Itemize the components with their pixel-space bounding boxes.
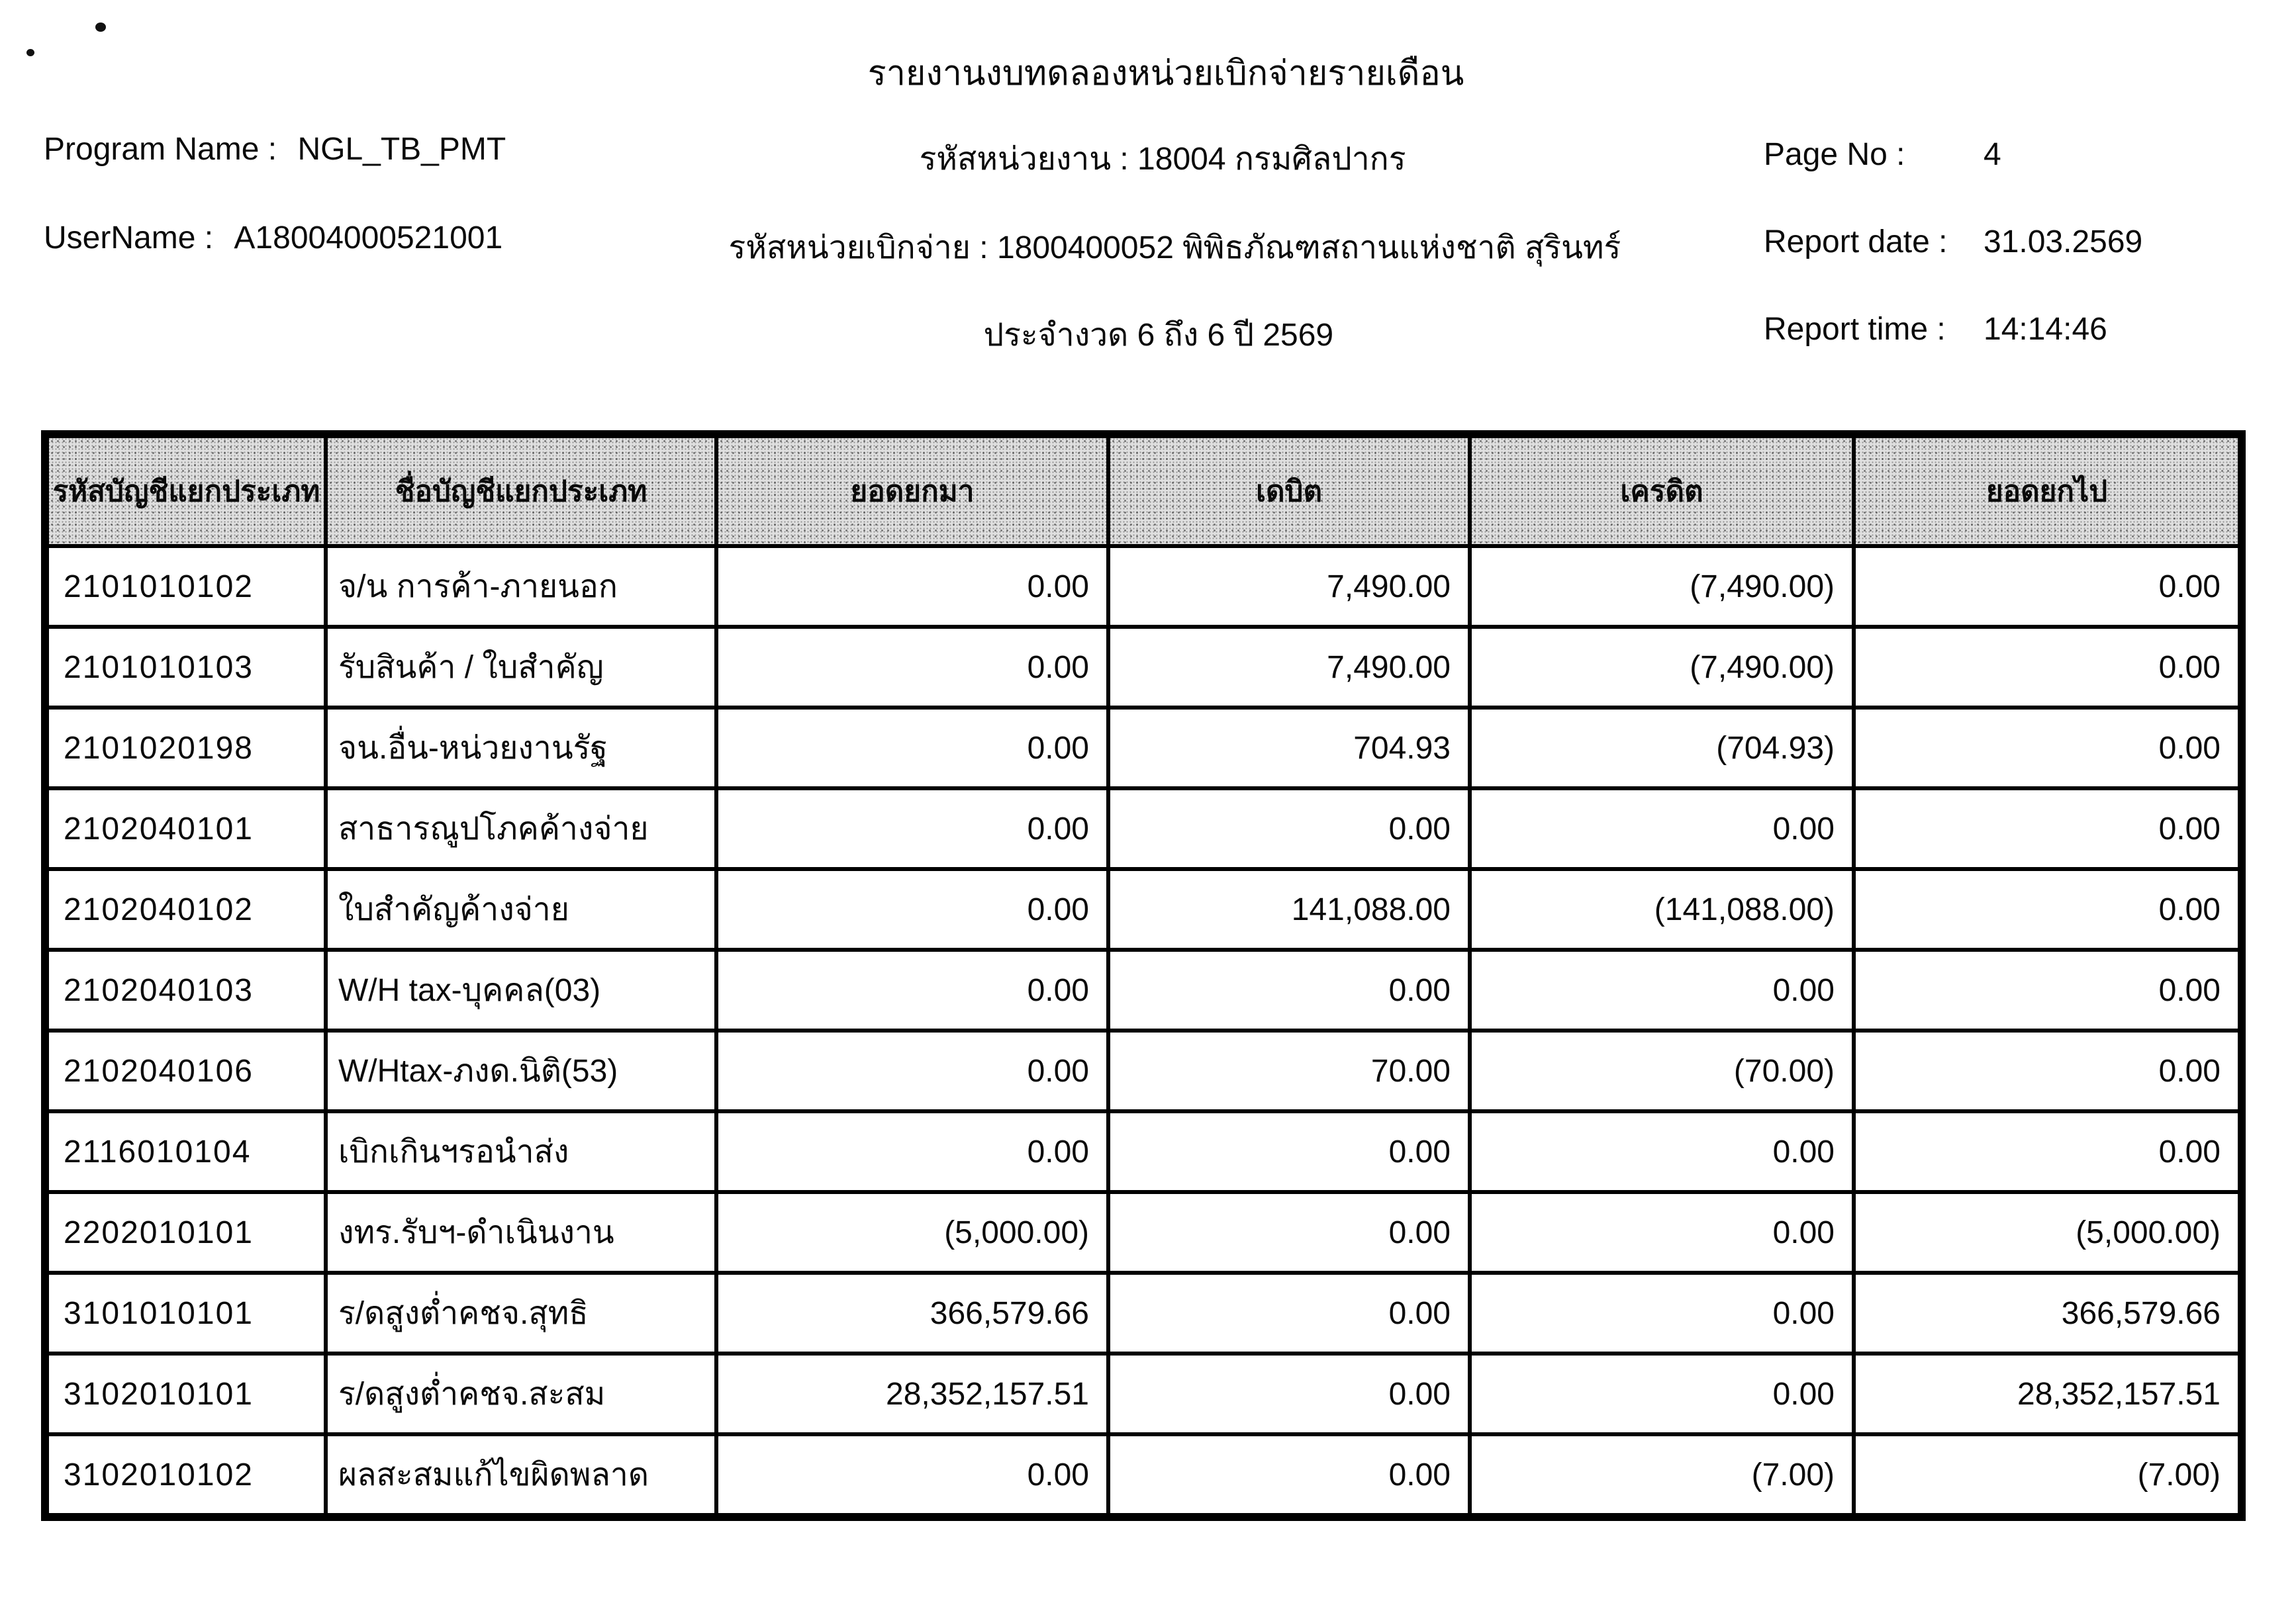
opening-balance-cell: 366,579.66 [716, 1273, 1108, 1354]
table-body [45, 546, 2242, 1517]
report-date-label: Report date : [1764, 224, 1948, 259]
table-row [45, 708, 2242, 788]
debit-cell: 0.00 [1108, 1192, 1470, 1273]
table-header-row [45, 434, 2242, 546]
scan-speck [95, 23, 106, 32]
account-code-cell: 3101010101 [45, 1273, 326, 1354]
scan-speck [26, 49, 34, 56]
column-header-account-code: รหัสบัญชีแยกประเภท [45, 434, 326, 546]
column-header-credit: เครดิต [1470, 434, 1854, 546]
account-code-cell: 3102010102 [45, 1434, 326, 1517]
credit-cell: 0.00 [1470, 1273, 1854, 1354]
debit-cell: 7,490.00 [1108, 546, 1470, 627]
account-name-cell: ใบสำคัญค้างจ่าย [326, 869, 716, 950]
column-header-account-name: ชื่อบัญชีแยกประเภท [326, 434, 716, 546]
closing-balance-cell: 0.00 [1854, 1031, 2242, 1111]
opening-balance-cell: 28,352,157.51 [716, 1354, 1108, 1434]
opening-balance-cell: 0.00 [716, 869, 1108, 950]
closing-balance-cell: 28,352,157.51 [1854, 1354, 2242, 1434]
table-row [45, 1273, 2242, 1354]
table-row [45, 627, 2242, 708]
username-line [44, 220, 502, 256]
closing-balance-cell: 0.00 [1854, 869, 2242, 950]
account-name-cell: จน.อื่น-หน่วยงานรัฐ [326, 708, 716, 788]
page-no-label: Page No : [1764, 137, 1905, 172]
username-label: UserName : [44, 220, 214, 255]
table-row [45, 1354, 2242, 1434]
column-header-opening-balance: ยอดยกมา [716, 434, 1108, 546]
account-name-cell: งทร.รับฯ-ดำเนินงาน [326, 1192, 716, 1273]
account-code-cell: 2116010104 [45, 1111, 326, 1192]
report-time-value: 14:14:46 [1984, 312, 2107, 347]
debit-cell: 141,088.00 [1108, 869, 1470, 950]
opening-balance-cell: 0.00 [716, 788, 1108, 869]
opening-balance-cell: 0.00 [716, 708, 1108, 788]
report-title: รายงานงบทดลองหน่วยเบิกจ่ายรายเดือน [867, 54, 1464, 93]
account-code-cell: 2102040103 [45, 950, 326, 1031]
account-name-cell: สาธารณูปโภคค้างจ่าย [326, 788, 716, 869]
debit-cell: 0.00 [1108, 1434, 1470, 1517]
credit-cell: (704.93) [1470, 708, 1854, 788]
credit-cell: 0.00 [1470, 1192, 1854, 1273]
closing-balance-cell: 0.00 [1854, 627, 2242, 708]
debit-cell: 0.00 [1108, 950, 1470, 1031]
account-code-cell: 2101010103 [45, 627, 326, 708]
closing-balance-cell: 0.00 [1854, 788, 2242, 869]
account-name-cell: รับสินค้า / ใบสำคัญ [326, 627, 716, 708]
account-name-cell: ร/ดสูงต่ำคชจ.สุทธิ [326, 1273, 716, 1354]
account-name-cell: เบิกเกินฯรอนำส่ง [326, 1111, 716, 1192]
program-name-label: Program Name : [44, 132, 277, 167]
closing-balance-cell: 0.00 [1854, 546, 2242, 627]
account-code-cell: 2102040101 [45, 788, 326, 869]
account-code-cell: 2102040106 [45, 1031, 326, 1111]
credit-cell: 0.00 [1470, 788, 1854, 869]
page-no-value: 4 [1984, 137, 2001, 172]
credit-cell: (7,490.00) [1470, 627, 1854, 708]
disbursement-unit-line: รหัสหน่วยเบิกจ่าย : 1800400052 พิพิธภัณฑสถานแห่งชาติ สุรินทร์ [728, 230, 1621, 265]
closing-balance-cell: 0.00 [1854, 1111, 2242, 1192]
debit-cell: 0.00 [1108, 788, 1470, 869]
program-name-value: NGL_TB_PMT [297, 132, 506, 167]
opening-balance-cell: 0.00 [716, 1031, 1108, 1111]
account-name-cell: W/H tax-บุคคล(03) [326, 950, 716, 1031]
credit-cell: (7,490.00) [1470, 546, 1854, 627]
table-row [45, 1111, 2242, 1192]
trial-balance-table [41, 430, 2246, 1521]
closing-balance-cell: 0.00 [1854, 950, 2242, 1031]
account-name-cell: ผลสะสมแก้ไขผิดพลาด [326, 1434, 716, 1517]
unit-code-line: รหัสหน่วยงาน : 18004 กรมศิลปากร [919, 142, 1406, 177]
table-row [45, 1434, 2242, 1517]
opening-balance-cell: 0.00 [716, 546, 1108, 627]
account-name-cell: ร/ดสูงต่ำคชจ.สะสม [326, 1354, 716, 1434]
credit-cell: (141,088.00) [1470, 869, 1854, 950]
table-row [45, 1031, 2242, 1111]
closing-balance-cell: 366,579.66 [1854, 1273, 2242, 1354]
username-value: A18004000521001 [234, 220, 503, 255]
report-date-value: 31.03.2569 [1984, 224, 2143, 259]
debit-cell: 70.00 [1108, 1031, 1470, 1111]
table-row [45, 869, 2242, 950]
opening-balance-cell: 0.00 [716, 1111, 1108, 1192]
table-row [45, 546, 2242, 627]
credit-cell: 0.00 [1470, 1354, 1854, 1434]
opening-balance-cell: (5,000.00) [716, 1192, 1108, 1273]
closing-balance-cell: 0.00 [1854, 708, 2242, 788]
account-code-cell: 2202010101 [45, 1192, 326, 1273]
table-row [45, 1192, 2242, 1273]
debit-cell: 0.00 [1108, 1111, 1470, 1192]
debit-cell: 0.00 [1108, 1354, 1470, 1434]
credit-cell: 0.00 [1470, 950, 1854, 1031]
table-row [45, 788, 2242, 869]
period-line: ประจำงวด 6 ถึง 6 ปี 2569 [983, 318, 1334, 353]
debit-cell: 704.93 [1108, 708, 1470, 788]
report-time-label: Report time : [1764, 312, 1946, 347]
column-header-closing-balance: ยอดยกไป [1854, 434, 2242, 546]
opening-balance-cell: 0.00 [716, 1434, 1108, 1517]
column-header-debit: เดบิต [1108, 434, 1470, 546]
opening-balance-cell: 0.00 [716, 627, 1108, 708]
closing-balance-cell: (5,000.00) [1854, 1192, 2242, 1273]
account-code-cell: 2101020198 [45, 708, 326, 788]
account-code-cell: 3102010101 [45, 1354, 326, 1434]
program-name-line [44, 131, 506, 167]
table-row [45, 950, 2242, 1031]
account-code-cell: 2101010102 [45, 546, 326, 627]
closing-balance-cell: (7.00) [1854, 1434, 2242, 1517]
account-name-cell: จ/น การค้า-ภายนอก [326, 546, 716, 627]
opening-balance-cell: 0.00 [716, 950, 1108, 1031]
credit-cell: (7.00) [1470, 1434, 1854, 1517]
debit-cell: 7,490.00 [1108, 627, 1470, 708]
debit-cell: 0.00 [1108, 1273, 1470, 1354]
credit-cell: 0.00 [1470, 1111, 1854, 1192]
account-name-cell: W/Htax-ภงด.นิติ(53) [326, 1031, 716, 1111]
credit-cell: (70.00) [1470, 1031, 1854, 1111]
account-code-cell: 2102040102 [45, 869, 326, 950]
